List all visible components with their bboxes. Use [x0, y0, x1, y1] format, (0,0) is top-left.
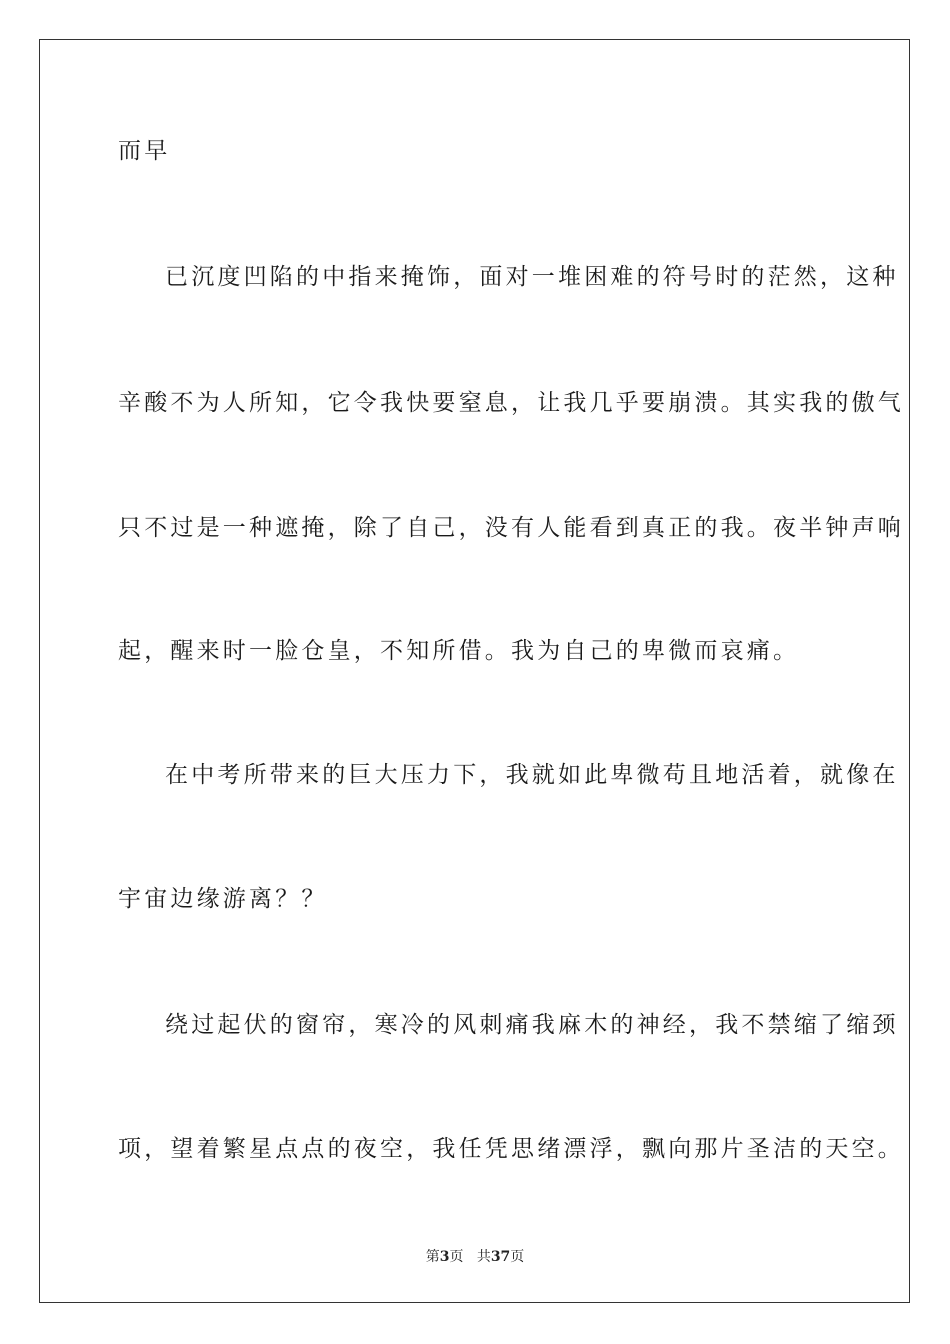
page-border — [39, 39, 910, 1303]
body-line-2: 已沉度凹陷的中指来掩饰，面对一堆困难的符号时的茫然，这种 — [165, 264, 899, 290]
body-line-8: 绕过起伏的窗帘，寒冷的风刺痛我麻木的神经，我不禁缩了缩颈 — [165, 1012, 899, 1038]
footer-page-prefix: 第 — [425, 1249, 440, 1265]
body-line-5: 起，醒来时一脸仓皇，不知所借。我为自己的卑微而哀痛。 — [118, 638, 800, 664]
body-line-3: 辛酸不为人所知，它令我快要窒息，让我几乎要崩溃。其实我的傲气 — [118, 390, 904, 416]
body-line-4: 只不过是一种遮掩，除了自己，没有人能看到真正的我。夜半钟声响 — [118, 515, 904, 541]
body-line-9: 项，望着繁星点点的夜空，我任凭思绪漂浮，飘向那片圣洁的天空。 — [118, 1136, 904, 1162]
footer-total-pages: 37 — [490, 1249, 511, 1265]
footer-page-suffix: 页 — [449, 1249, 464, 1265]
footer-total-prefix: 共 — [476, 1249, 491, 1265]
body-line-7: 宇宙边缘游离？？ — [118, 886, 328, 912]
page-footer — [0, 1248, 950, 1266]
footer-total-suffix: 页 — [510, 1249, 525, 1265]
body-line-6: 在中考所带来的巨大压力下，我就如此卑微苟且地活着，就像在 — [165, 762, 899, 788]
body-line-1: 而早 — [118, 138, 171, 164]
footer-page-number: 3 — [439, 1249, 450, 1265]
